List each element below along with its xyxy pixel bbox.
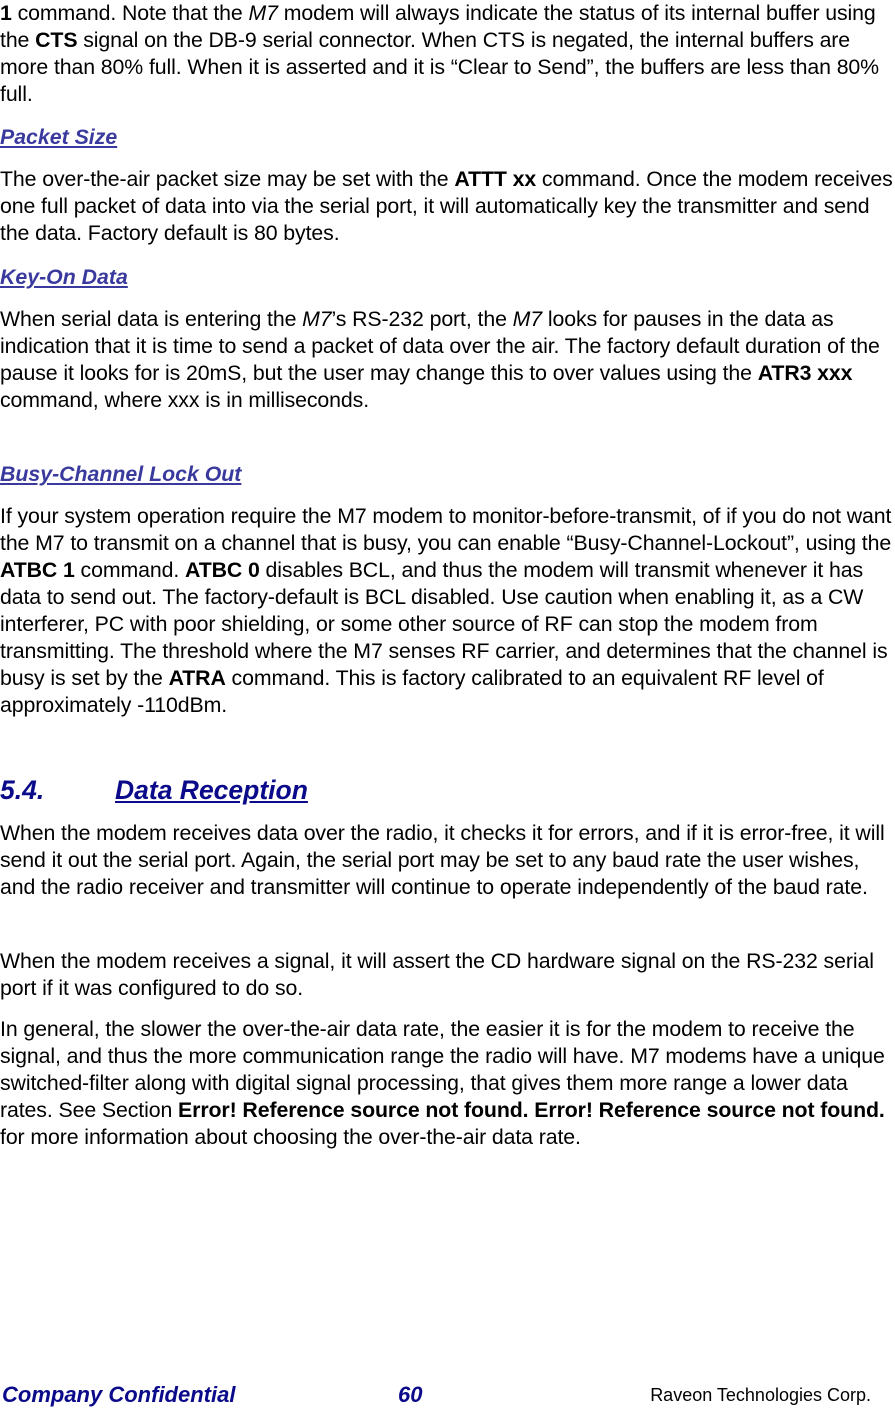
m7-model-name: M7 [248,1,278,25]
key-on-data-paragraph [0,306,893,414]
key-on-text-4: command, where xxx is in milliseconds. [0,388,370,412]
key-on-text-1: When serial data is entering the [0,307,303,331]
atbc-1-command: ATBC 1 [0,558,75,582]
key-on-data-heading: Key-On Data [0,265,128,289]
packet-size-paragraph [0,166,893,247]
m7-model-name: M7 [302,307,332,331]
confidential-label: Company Confidential [2,1382,236,1407]
intro-text-2: modem will always indicate the status of its internal buffer using the [0,1,876,52]
atbc-0-command: ATBC 0 [185,558,260,582]
bcl-text-3: disables BCL, and thus the modem will transmit whenever it has data to send out. The factory-default is BCL disabled. Use caution when enabling it, as a CW interferer, PC with poor shielding, or some other source of RF can stop the modem from transmitting. The threshold where the M7 senses RF carrier, and determines that the channel is busy is set by the [0,558,888,690]
reception-p3-text-1: In general, the slower the over-the-air data rate, the easier it is for the modem to receive the signal, and thus the more communication range the radio will have. M7 modems have a unique switched-filter along with digital signal processing, that gives them more range a lower data rates. See Section [0,1017,885,1122]
bcl-text-4: command. This is factory calibrated to an equivalent RF level of approximately -110dBm. [0,666,824,717]
intro-text-3: signal on the DB-9 serial connector. When CTS is negated, the internal buffers are more than 80% full. When it is asserted and it is “Clear to Send”, the buffers are less than 80% full. [0,28,880,106]
atr3-command: ATR3 xxx [757,361,853,385]
reception-paragraph-3 [0,1016,893,1151]
page-footer [0,1381,895,1408]
packet-size-text-2: command. Once the modem receives one full packet of data into via the serial port, it will automatically key the transmitter and send the data. Factory default is 80 bytes. [0,167,893,245]
command-1: 1 [0,1,12,25]
company-name: Raveon Technologies Corp. [650,1385,871,1405]
busy-channel-paragraph [0,503,893,719]
section-number: 5.4. [0,775,45,805]
bcl-text-2: command. [74,558,185,582]
m7-model-name: M7 [512,307,543,331]
bcl-text-1: If your system operation require the M7 modem to monitor-before-transmit, of if you do not want the M7 to transmit on a channel that is busy, you can enable “Busy-Channel-Lockout”, using the [0,504,892,555]
page-number: 60 [398,1382,423,1407]
reception-p3-text-2: for more information about choosing the over-the-air data rate. [0,1125,581,1149]
reception-paragraph-2: When the modem receives a signal, it will assert the CD hardware signal on the RS-232 serial port if it was configured to do so. [0,949,874,1000]
busy-channel-heading: Busy-Channel Lock Out [0,462,242,486]
cts-signal-name: CTS [35,28,78,52]
packet-size-heading: Packet Size [0,125,118,149]
intro-paragraph [0,0,893,108]
intro-text-1: command. Note that the [11,1,249,25]
broken-cross-reference: Error! Reference source not found. Error! Reference source not found. [178,1098,885,1122]
section-title: Data Reception [115,775,308,805]
attt-command: ATTT xx [454,167,537,191]
key-on-text-2: ’s RS-232 port, the [331,307,513,331]
reception-paragraph-1: When the modem receives data over the radio, it checks it for errors, and if it is error-free, it will send it out the serial port. Again, the serial port may be set to any baud rate the user wishes, and the radio receiver and transmitter will continue to operate independently of the baud rate. [0,821,885,899]
atra-command: ATRA [168,666,226,690]
packet-size-text-1: The over-the-air packet size may be set with the [0,167,455,191]
section-heading-data-reception [0,774,308,806]
key-on-text-3: looks for pauses in the data as indication that it is time to send a packet of data over the air. The factory default duration of the pause it looks for is 20mS, but the user may change this to over values using the [0,307,880,385]
